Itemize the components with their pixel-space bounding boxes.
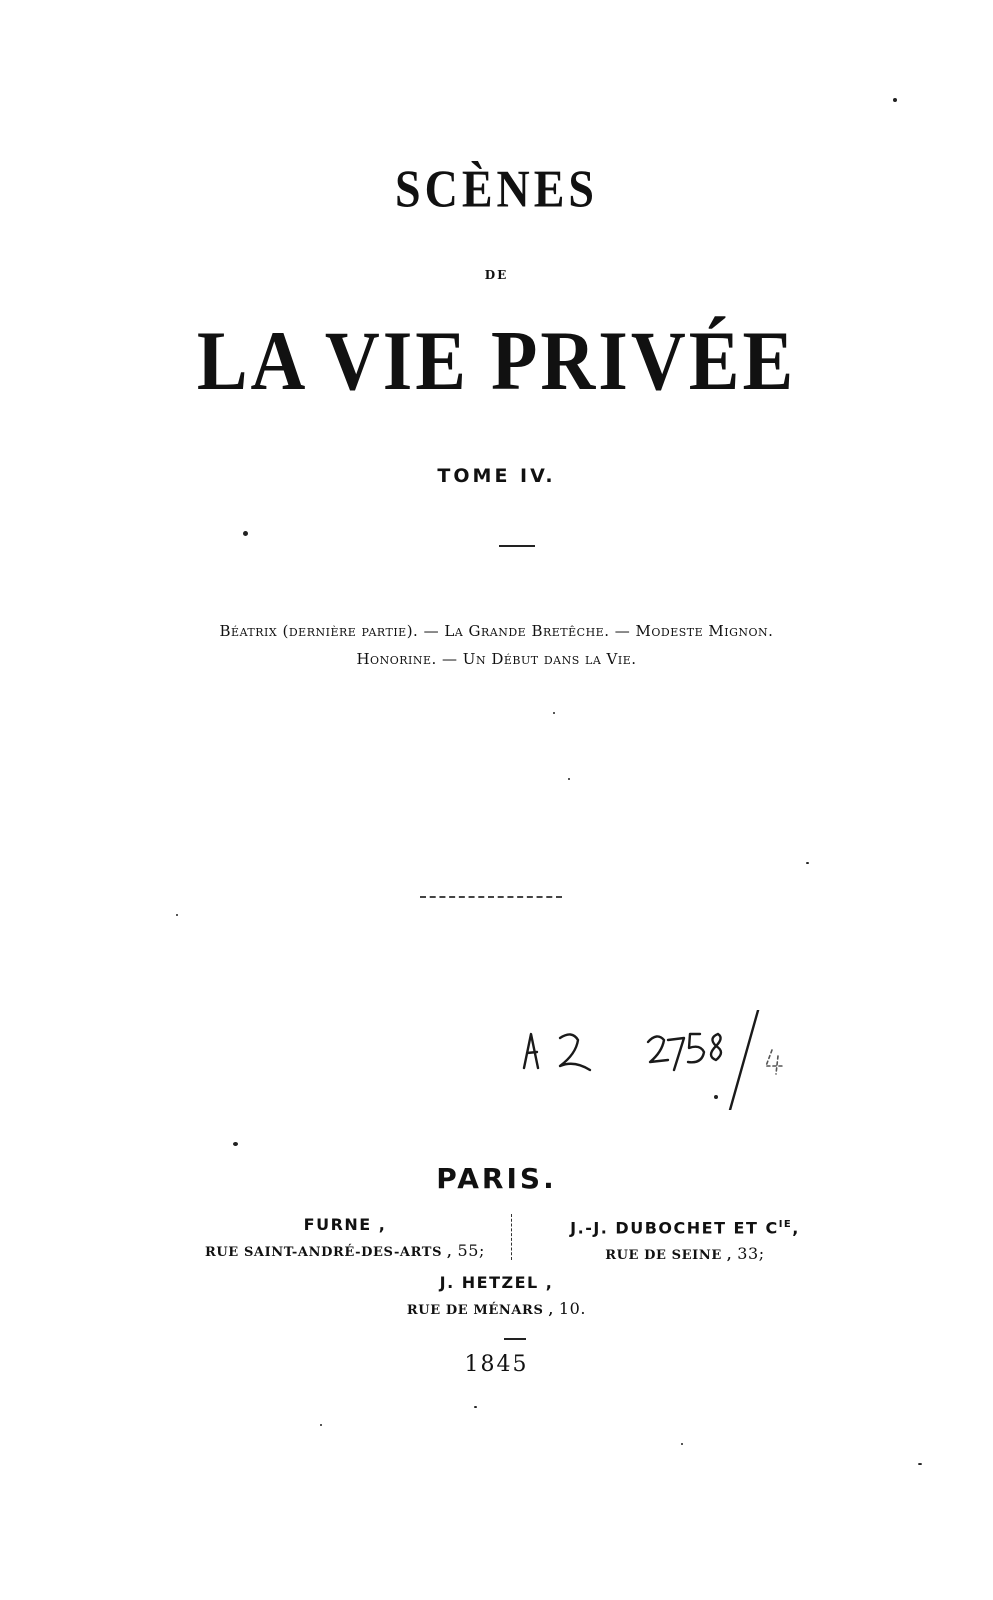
- scan-speck: [320, 1424, 322, 1426]
- publisher-right: [545, 1212, 825, 1269]
- publisher-right-street: RUE DE SEINE ,: [605, 1248, 733, 1264]
- scan-speck: [553, 712, 555, 714]
- title-line-1: SCÈNES: [395, 159, 598, 218]
- scan-speck: [568, 778, 570, 780]
- divider-rule: [499, 545, 535, 547]
- publisher-right-address: [545, 1241, 825, 1269]
- scan-speck: [176, 914, 178, 916]
- publication-year: 1845: [464, 1352, 529, 1377]
- year-rule: [504, 1338, 526, 1340]
- scan-speck: [714, 1095, 718, 1099]
- publisher-right-number: 33;: [737, 1244, 765, 1264]
- scan-speck: [893, 98, 897, 102]
- publisher-center-street: RUE DE MÉNARS ,: [406, 1303, 554, 1318]
- publisher-center-name: J. HETZEL ,: [439, 1273, 554, 1292]
- title-line-2: LA VIE PRIVÉE: [196, 313, 797, 408]
- publisher-left-name: FURNE ,: [303, 1215, 387, 1234]
- scan-speck: [806, 862, 809, 864]
- handwritten-shelfmark: [0, 1010, 993, 1110]
- contents-line-2: Honorine. — Un Début dans la Vie.: [356, 650, 637, 668]
- publisher-center-address: [0, 1296, 993, 1324]
- title-connector: DE: [484, 268, 509, 282]
- publisher-divider: [511, 1214, 512, 1260]
- contents-line-1: Béatrix (dernière partie). — La Grande Bretêche. — Modeste Mignon.: [219, 622, 774, 640]
- scan-speck: [243, 531, 248, 536]
- scan-speck: [681, 1443, 683, 1445]
- publisher-center: [0, 1270, 993, 1324]
- scan-speck: [918, 1463, 922, 1465]
- imprint-city: PARIS.: [436, 1162, 557, 1195]
- publisher-left: [200, 1212, 490, 1266]
- publisher-center-number: 10.: [558, 1299, 587, 1318]
- publisher-right-name-superscript: IE: [778, 1219, 793, 1230]
- volume-number: TOME IV.: [437, 465, 556, 487]
- scan-speck: [233, 1142, 238, 1146]
- publisher-left-street: RUE SAINT-ANDRÉ-DES-ARTS ,: [204, 1245, 453, 1260]
- scan-speck: [474, 1406, 477, 1408]
- publisher-right-name-suffix: ,: [792, 1218, 800, 1238]
- publisher-left-address: [200, 1238, 490, 1266]
- publisher-right-name: [545, 1212, 825, 1241]
- publisher-left-number: 55;: [457, 1241, 486, 1260]
- publisher-right-name-text: J.-J. DUBOCHET ET C: [570, 1218, 779, 1238]
- dashed-divider-rule: [420, 896, 562, 898]
